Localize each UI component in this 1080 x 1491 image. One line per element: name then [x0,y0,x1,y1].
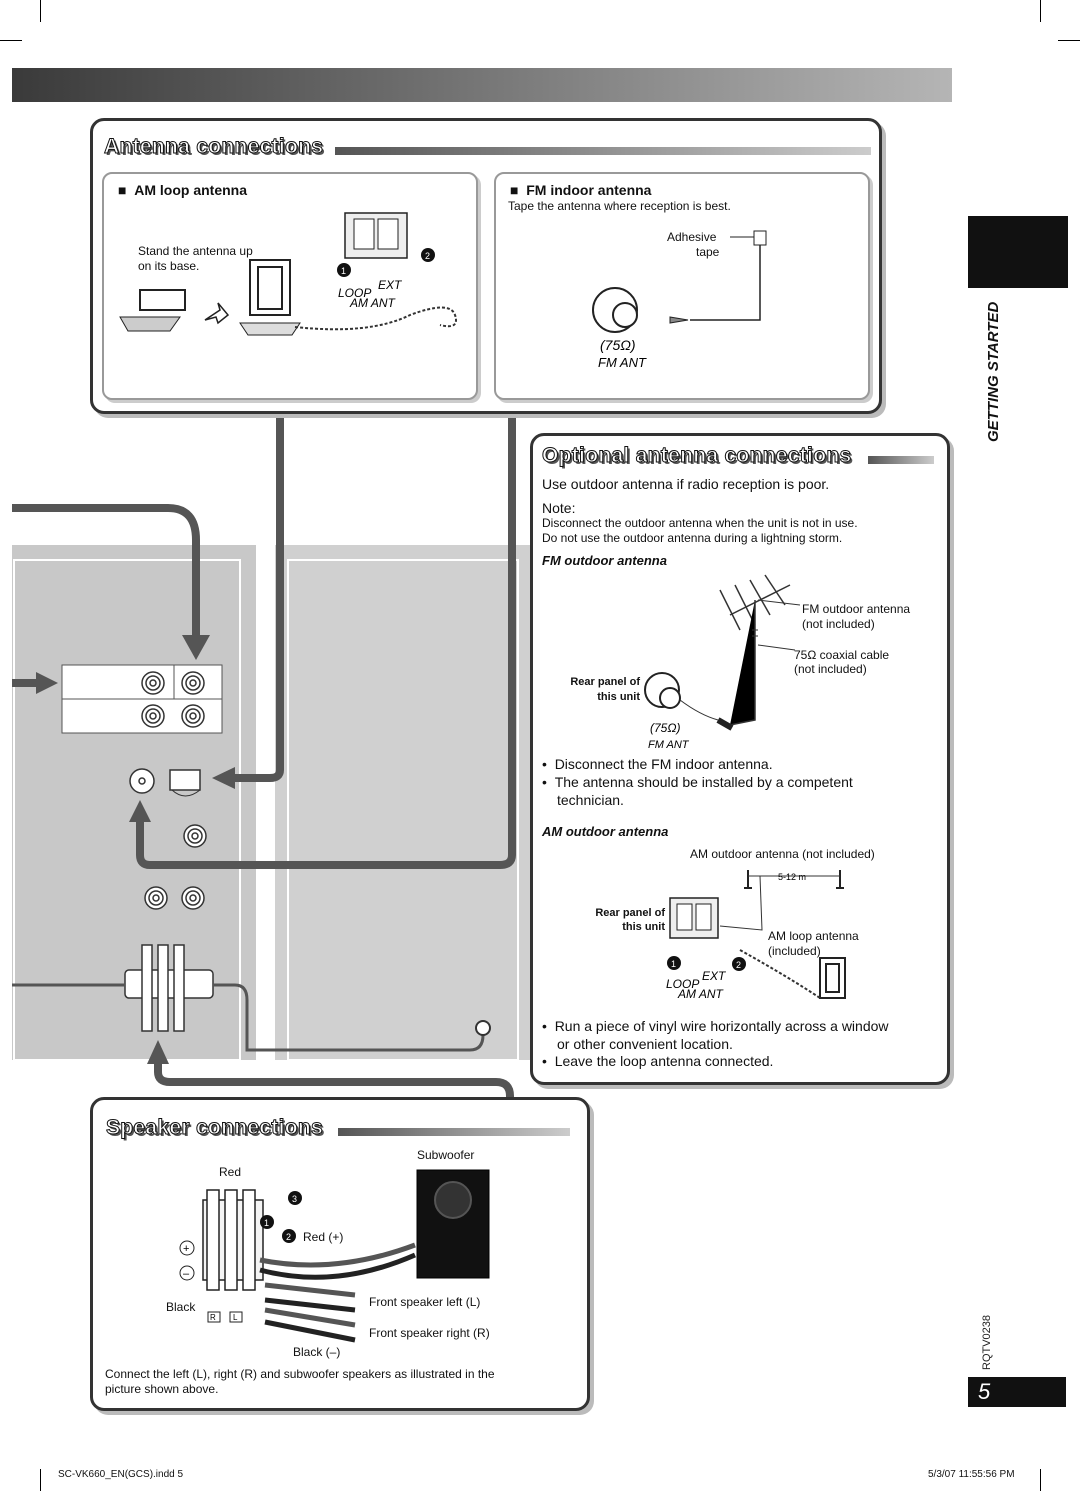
optional-intro: Use outdoor antenna if radio reception is poor. [542,476,830,492]
am-loop-heading: ■ AM loop antenna [118,182,248,198]
svg-text:3: 3 [292,1194,298,1204]
am-bullet-1-cont: or other convenient location. [557,1036,733,1052]
rear-panel-label-2: this unit [622,921,665,933]
footer-file: SC-VK660_EN(GCS).indd 5 [58,1469,184,1480]
rear-panel-label-2: this unit [597,691,640,703]
fm-bullet-2: • The antenna should be installed by a competent [542,774,853,790]
svg-text:AM ANT: AM ANT [678,987,723,1001]
svg-text:RQTV0238: RQTV0238 [981,1314,993,1370]
svg-text:EXT: EXT [702,969,726,983]
fm-outdoor-label-2: (not included) [802,617,875,631]
red-plus-label: Red (+) [303,1230,344,1244]
svg-text:1: 1 [341,266,347,276]
note-line-1: Disconnect the outdoor antenna when the unit is not in use. [542,516,858,530]
front-right-label: Front speaker right (R) [369,1326,490,1340]
note-line-2: Do not use the outdoor antenna during a lightning storm. [542,531,843,545]
svg-text:5-12 m: 5-12 m [778,872,807,882]
am-bullet-1: • Run a piece of vinyl wire horizontally across a window [542,1018,889,1034]
svg-text:2: 2 [286,1232,292,1242]
svg-text:FM ANT: FM ANT [598,355,646,370]
black-label: Black [166,1300,196,1314]
am-loop-caption: Stand the antenna up on its base. [138,244,253,273]
fm-bullet-2-cont: technician. [557,792,624,808]
am-loop-label-1: AM loop antenna [768,929,859,943]
note-label: Note: [542,500,576,516]
svg-text:–: – [183,1268,190,1280]
svg-text:R: R [210,1313,216,1322]
svg-text:GETTING STARTED: GETTING STARTED [985,301,1002,442]
am-loop-label-2: (included) [768,944,821,958]
fm-indoor-heading: ■ FM indoor antenna [510,182,652,198]
svg-text:(75Ω): (75Ω) [650,721,681,735]
svg-text:L: L [233,1313,238,1322]
svg-text:(75Ω): (75Ω) [600,337,636,353]
svg-text:LOOP: LOOP [338,286,372,300]
tape-label: tape [696,245,720,259]
fm-outdoor-heading: FM outdoor antenna [542,553,667,568]
fm-outdoor-diagram [640,570,810,755]
page-number: 5 [968,1377,1066,1407]
optional-antenna-title: Optional antenna connections [542,444,852,467]
footer-date: 5/3/07 11:55:56 PM [928,1469,1015,1480]
svg-text:1: 1 [264,1218,270,1228]
title-rule [335,147,871,155]
subwoofer-label: Subwoofer [417,1148,475,1162]
svg-text:2: 2 [425,251,431,261]
svg-text:+: + [183,1243,190,1255]
svg-text:1: 1 [671,959,677,969]
adhesive-label: Adhesive [667,230,717,244]
svg-text:LOOP: LOOP [666,977,700,991]
fm-bullet-1: • Disconnect the FM indoor antenna. [542,756,773,772]
svg-text:2: 2 [736,960,742,970]
speaker-connections-title: Speaker connections [106,1116,323,1139]
rear-panel-label-1: Rear panel of [595,907,665,919]
coax-label-1: 75Ω coaxial cable [794,648,890,662]
coax-label-2: (not included) [794,662,867,676]
fm-outdoor-label-1: FM outdoor antenna [802,602,911,616]
am-outdoor-diagram [660,858,860,1008]
am-loop-diagram [110,205,470,390]
svg-text:EXT: EXT [378,278,402,292]
speaker-diagram [175,1160,495,1345]
speaker-caption-2: picture shown above. [105,1382,219,1396]
front-left-label: Front speaker left (L) [369,1295,481,1309]
antenna-connections-title: Antenna connections [104,135,324,158]
svg-text:AM ANT: AM ANT [350,296,395,310]
black-minus-label: Black (–) [293,1345,341,1359]
am-bullet-2: • Leave the loop antenna connected. [542,1053,774,1069]
fm-indoor-caption: Tape the antenna where reception is best. [508,199,731,213]
fm-indoor-diagram [580,225,780,375]
title-rule [868,456,934,464]
title-rule [338,1128,570,1136]
speaker-caption-1: Connect the left (L), right (R) and subwoofer speakers as illustrated in the [105,1367,495,1381]
am-outdoor-label: AM outdoor antenna (not included) [690,847,875,861]
svg-text:FM ANT: FM ANT [648,739,689,751]
rear-panel-label-1: Rear panel of [570,676,640,688]
red-label: Red [219,1165,242,1179]
am-outdoor-heading: AM outdoor antenna [542,824,669,839]
